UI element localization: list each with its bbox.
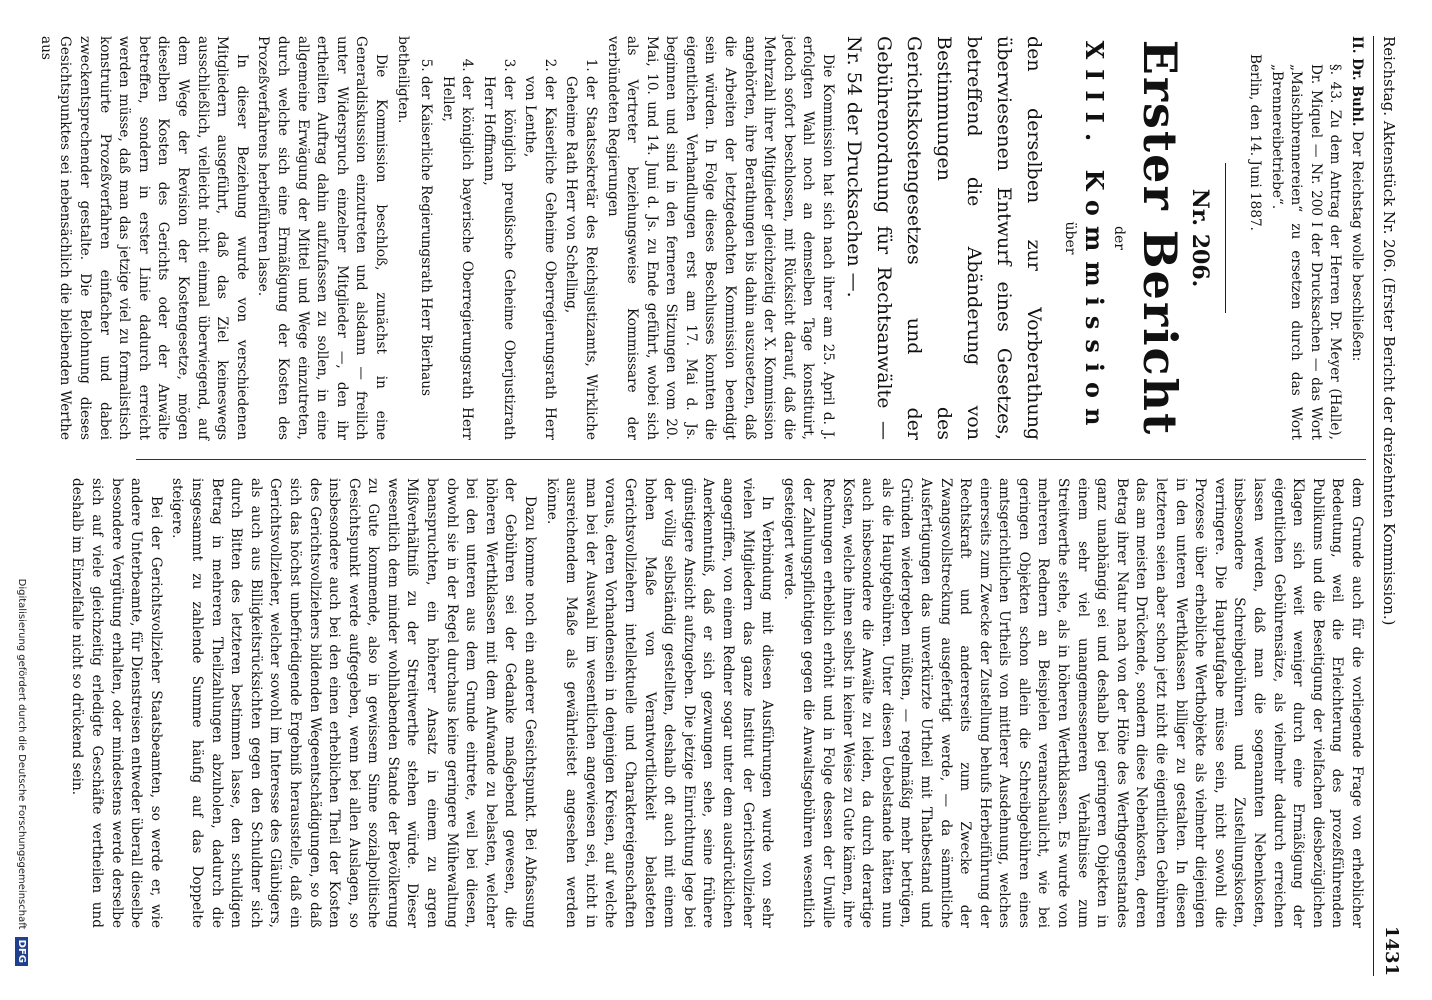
paragraph: Die Kommission beschloß, zunächst in eine Generaldiskussion einzutreten und alsdann — freilich unter Widerspruch einzelner Mitglieder —, den ihr ertheilten Auftrag dahin aufzufassen zu sollen, in eine allgemeine Erwägung der Mittel und Wege einzutreten, durch welche sich eine Ermäßigung der Kosten des Prozeßverfahrens herbeiführen lasse. [255, 36, 389, 440]
paragraph: In dieser Beziehung wurde von verschiedenen Mitgliedern ausgeführt, daß das Ziel keineswegs ausschließlich, vielleicht nicht einmal überwiegend, auf dem Wege der Revision der Kostengesetze, mögen dieselben Kosten des Gerichts oder der Anwälte betreffen, sondern in erster Linie dadurch erreicht werden müsse, daß man das jetzige viel zu formalistisch konstruirte Prozeßverfahren einfacher und dabei zweckentsprechender gestalte. Die Belohnung dieses Gesichtspunktes sei nebensächlich die bleibenden Werthe aus [37, 36, 250, 440]
document-number: Nr. 206. [1187, 188, 1214, 288]
paragraph: dem Grunde auch für die vorliegende Frage von erheblicher Bedeutung, weil die Erleichterung des prozeßführenden Publikums und die Beseitigung der vielfachen diesbezüglichen Klagen sich weit weniger durch eine Ermäßigung der eigentlichen Gebührensätze, als vielmehr dadurch erreichen lassen werden, daß man die sogenannten Nebenkosten, insbesondere Schreibgebühren und Zustellungskosten, verringere. Die Hauptaufgabe müsse sein, nicht sowohl die Prozesse über erhebliche Werthobjekte als vielmehr diejenigen in den unteren Werthklassen billiger zu gestalten. In diesen letzteren seien aber schon jetzt nicht die eigentlichen Gebühren das am meisten Drückende, sondern diese Nebenkosten, deren Betrag ihrer Natur nach von der Höhe des Werthgegenstandes ganz unabhängig sei und deshalb bei geringeren Objekten in einem sehr viel unangemesseneren Verhältnisse zum Streitwerthe stehe, als in höheren Werthklassen. Es wurde von mehreren Rednern an Beispielen veranschaulicht, wie bei geringen Objekten schon allein die Schreibgebühren eines amtsgerichtlichen Urtheils von mittlerer Ausdehnung, welches einerseits zum Zwecke der Zustellung behufs Herbeiführung der Rechtskraft und andererseits zum Zwecke der Zwangsvollstreckung ausgefertigt werde, — da sämmtliche Ausfertigungen das unverkürzte Urtheil mit Thatbestand und Gründen wiedergeben müßten, — regelmäßig mehr betrügen, als die Hauptgebühren. Unter diesen Uebelstande hätten nun auch insbesondere die Anwälte zu leiden, da durch derartige Kosten, welche ihnen selbst in keiner Weise zu Gute kämen, ihre Rechnungen erheblich erhöht und in Folge dessen der Unwille der Zahlungspflichtigen gegen die Anwaltsgebühren wesentlich gesteigert werde. [780, 478, 1365, 928]
dfg-logo: DFG [15, 937, 28, 966]
paragraph: In Verbindung mit diesen Ausführungen wurde von sehr vielen Mitgliedern das ganze Institut der Gerichtsvollzieher angegriffen, von einem Redner sogar unter dem ausdrücklichen Anerkenntniß, daß er sich gezwungen sehe, seine frühere günstigere Ansicht aufzugeben. Die jetzige Einrichtung lege bei der völlig selbständig gestellten, deshalb oft auch mit einem hohen Maße von Verantwortlichkeit belasteten Gerichtsvollziehern intellektuelle und Charaktereigenschaften voraus, deren Vorhandensein in denjenigen Kreisen, auf welche man bei der Auswahl im wesentlichen angewiesen sei, nicht in ausreichendem Maße als gewährleistet angesehen werden könne. [543, 478, 776, 928]
section-heading-para [1346, 36, 1366, 440]
member-item: 4. der königlich bayerische Oberregierungsrath Herr Heller, [437, 76, 476, 440]
member-item: 5. der Kaiserliche Regierungsrath Herr Bierhaus [416, 76, 436, 440]
report-title: Erster Bericht [1132, 39, 1187, 437]
date-signature: Berlin, den 14. Juni 1887. [1247, 54, 1264, 231]
separator-rule [1225, 163, 1226, 313]
amendment-text: §. 43. Zu dem Antrag der Herren Dr. Meyer (Halle), Dr. Miquel — Nr. 200 I der Drucksachen — das Wort „Maischbrennereien“ zu ersetzen durch das Wort „Brennereibetriebe“. [1268, 64, 1344, 440]
running-header [1373, 36, 1402, 976]
paragraph: Dazu komme noch ein anderer Gesichtspunkt. Bei Abfassung der Gebühren sei der Gedanke maßgebend gewesen, die höheren Werthklassen mit dem Aufwande zu belasten, welcher bei den unteren aus dem Grunde eintrete, weil bei diesen, obwohl sie in der Regel durchaus keine geringere Mühewaltung beanspruchten, ein höherer Ansatz in einem zu argen Mißverhältniß zu der Streitwerthe stehen würde. Dieser wesentlich dem minder wohlhabenden Stande der Bevölkerung zu Gute kommende, also in gewissem Sinne sozialpolitische Gesichtspunkt werde aufgegeben, wenn bei allen Auslagen, so insbesondere auch bei den einen erheblichen Theil der Kosten des Gerichtsvollziehers bildenden Wegeentschädigungen, so daß sich das höchst unbefriedigende Ergebniß herausstelle, daß ein Gerichtsvollzieher, welcher sowohl im Interesse des Gläubigers, als auch aus Billigkeitsrücksichten gegen den Schuldner sich durch Bitten des letzteren bestimmen lasse, den schuldigen Betrag in mehreren Theilzahlungen abzuholen, dadurch die insgesammt zu zahlende Summe häufig auf das Doppelte steigere. [169, 478, 539, 928]
title-der: der [1110, 226, 1127, 250]
member-list [416, 36, 600, 440]
section-heading: II. Dr. Buhl. [1349, 36, 1365, 127]
left-column [33, 36, 1366, 440]
paragraph: Die Kommission hat sich nach ihrer am 25. April d. J. erfolgten Wahl noch an demselben Tage konstituirt, jedoch sofort beschlossen, mit Rücksicht darauf, daß die Mehrzahl ihrer Mitglieder gleichzeitig der X. Kommission angehörten, ihre Berathungen bis dahin auszusetzen, daß die Arbeiten der letztgedachten Kommission beendigt sein würden. In Folge dieses Beschlusses konnten die eigentlichen Verhandlungen erst am 17. Mai d. Js. beginnen und sind in den ferneren Sitzungen vom 20. Mai, 10. und 14. Juni d. Js. zu Ende geführt, wobei sich als Vertreter beziehungsweise Kommissare der verbündeten Regierungen [604, 36, 837, 440]
right-column [65, 478, 1366, 928]
section-intro: Der Reichstag wolle beschließen: [1349, 130, 1365, 362]
digitization-credit [8, 0, 28, 1000]
paragraph: Bei der Gerichtsvollzieher Staatsbeamten, so werde er, wie andere Unterbeamte, für Dienstreisen entweder überall dieselbe besondere Vergütung erhalten, oder mindestens werde derselbe sich auf viele gleichzeitig erledigte Geschäfte vertheilen und deshalb im Einzelfalle nicht so drückend sein. [69, 478, 164, 928]
member-item: 3. der königlich preußische Geheime Oberjustizrath Herr Hoffmann, [478, 76, 517, 440]
commission-name: XIII. Kommission [1080, 40, 1110, 436]
members-closing: betheiligten. [394, 36, 411, 124]
credit-text: Digitalisierung gefördert durch die Deutsche Forschungsgemeinschaft [16, 578, 27, 930]
title-ueber: über [1061, 221, 1078, 255]
member-item: 1. der Staatssekretär des Reichsjustizamts, Wirkliche Geheime Rath Herr von Schelling, [561, 76, 600, 440]
page-number: 1431 [1381, 925, 1402, 976]
column-divider [136, 459, 1366, 460]
report-subject: den derselben zur Vorberathung überwiesenen Entwurf eines Gesetzes, betreffend die Abänderung von Bestimmungen des Gerichtskostengesetzes und der Gebührenordnung für Rechtsanwälte — Nr. 54 der Drucksachen —. [843, 36, 1046, 440]
header-title: Reichstag. Aktenstück Nr. 206. (Erster Bericht der dreizehnten Kommission.) [1380, 36, 1398, 626]
member-item: 2. der Kaiserliche Geheime Oberregierungsrath Herr von Lenthe, [520, 76, 559, 440]
